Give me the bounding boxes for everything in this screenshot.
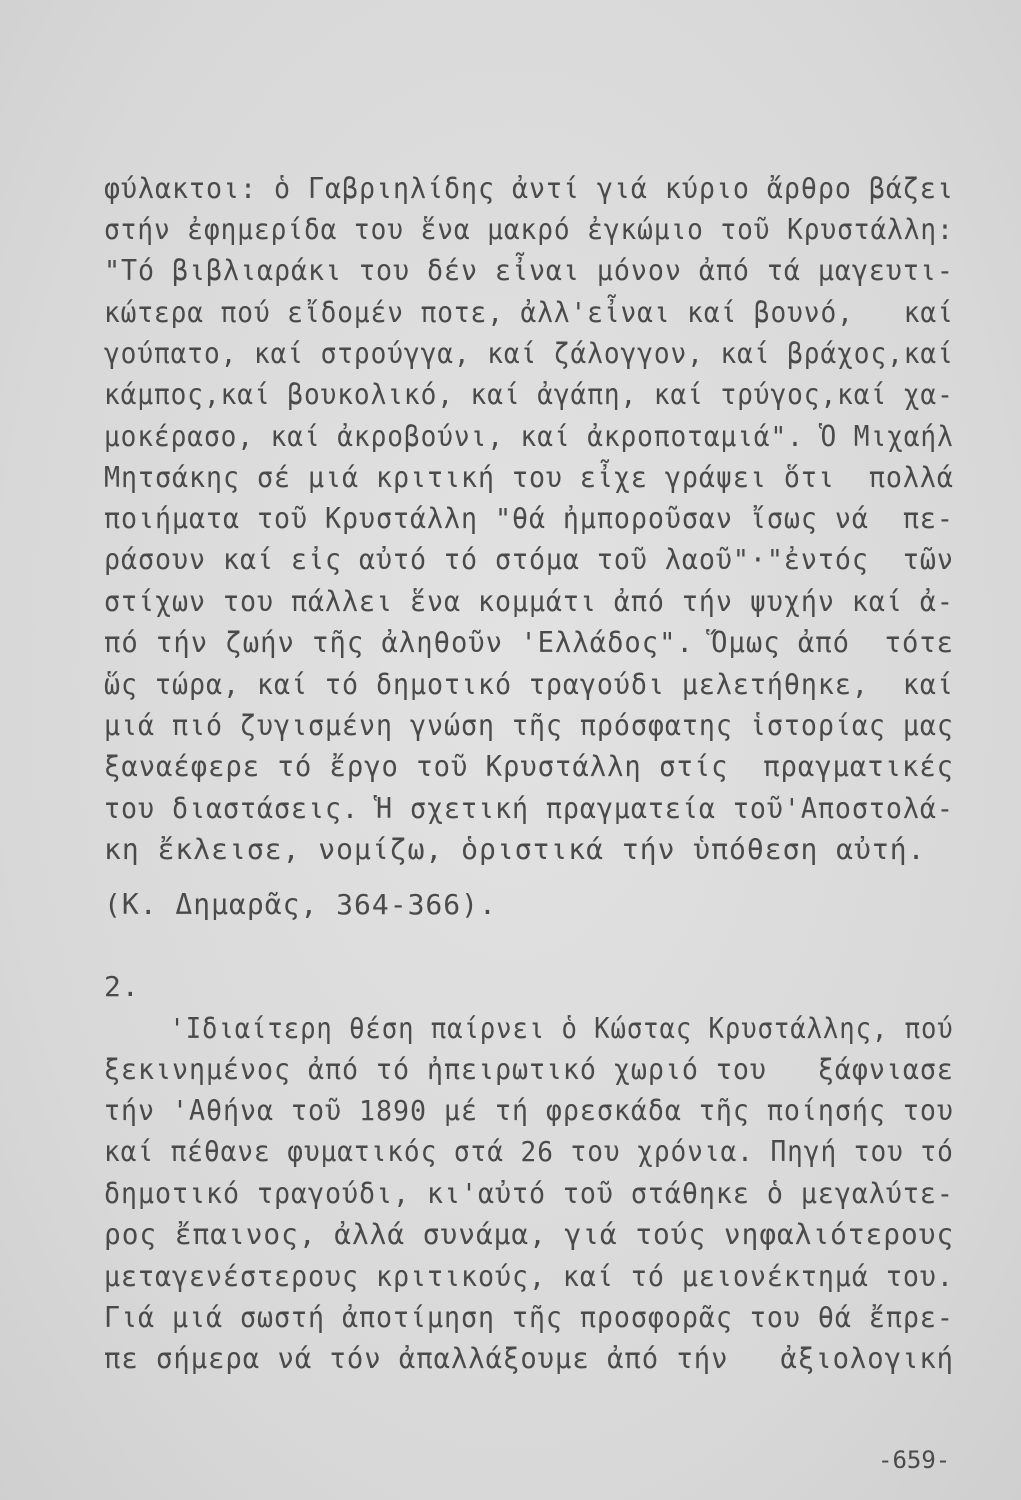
- text-line: τήν 'Αθήνα τοῦ 1890 μέ τή φρεσκάδα τῆς ποίησής του: [104, 1094, 954, 1127]
- text-line: κάμπος,καί βουκολικό, καί ἀγάπη, καί τρύγος,καί χα-: [104, 378, 954, 411]
- text-line: του διαστάσεις. Ἡ σχετική πραγματεία τοῦ'Αποστολά-: [104, 792, 954, 825]
- text-line: γούπατο, καί στρούγγα, καί ζάλογγον, καί βράχος,καί: [104, 337, 954, 370]
- text-line: Γιά μιά σωστή ἀποτίμηση τῆς προσφορᾶς του θά ἔπρε-: [104, 1301, 954, 1334]
- text-line: ράσουν καί εἰς αὐτό τό στόμα τοῦ λαοῦ"·"ἐντός τῶν: [104, 543, 954, 576]
- text-line: στίχων του πάλλει ἕνα κομμάτι ἀπό τήν ψυχήν καί ἀ-: [104, 585, 954, 618]
- text-line: 'Ιδιαίτερη θέση παίρνει ὁ Κώστας Κρυστάλλης, πού: [104, 1012, 954, 1045]
- text-line: πό τήν ζωήν τῆς ἀληθοῦν 'Ελλάδος". Ὅμως ἀπό τότε: [104, 626, 955, 659]
- text-line: "Τό βιβλιαράκι του δέν εἶναι μόνον ἀπό τά μαγευτι-: [104, 254, 954, 287]
- text-line: ξεκινημένος ἀπό τό ἠπειρωτικό χωριό του ξάφνιασε: [104, 1053, 954, 1086]
- citation: (Κ. Δημαρᾶς, 364-366).: [104, 888, 497, 921]
- page-number: -659-: [878, 1446, 951, 1474]
- text-line: Μητσάκης σέ μιά κριτική του εἶχε γράψει ὅτι πολλά: [104, 461, 954, 494]
- text-line: ὥς τώρα, καί τό δημοτικό τραγούδι μελετήθηκε, καί: [104, 668, 954, 701]
- text-line: κώτερα πού εἴδομέν ποτε, ἀλλ'εἶναι καί βουνό, καί: [104, 296, 954, 329]
- text-line: μοκέρασο, καί ἀκροβούνι, καί ἀκροποταμιά". Ὁ Μιχαήλ: [104, 420, 954, 453]
- text-line: μιά πιό ζυγισμένη γνώση τῆς πρόσφατης ἱστορίας μας: [104, 709, 954, 742]
- text-line: κη ἔκλεισε, νομίζω, ὁριστικά τήν ὑπόθεση αὐτή.: [104, 833, 926, 866]
- text-line: ρος ἔπαινος, ἀλλά συνάμα, γιά τούς νηφαλιότερους: [104, 1218, 955, 1251]
- section-number: 2.: [104, 970, 140, 1003]
- text-line: δημοτικό τραγούδι, κι'αὐτό τοῦ στάθηκε ὁ μεγαλύτε-: [104, 1177, 954, 1210]
- text-line: φύλακτοι: ὁ Γαβριηλίδης ἀντί γιά κύριο ἄρθρο βάζει: [104, 172, 954, 205]
- text-line: στήν ἐφημερίδα του ἕνα μακρό ἐγκώμιο τοῦ Κρυστάλλη:: [104, 213, 954, 246]
- text-line: ποιήματα τοῦ Κρυστάλλη "θά ἠμποροῦσαν ἴσως νά πε-: [104, 502, 954, 535]
- text-line: πε σήμερα νά τόν ἀπαλλάξουμε ἀπό τήν ἀξιολογική: [104, 1342, 955, 1375]
- text-line: καί πέθανε φυματικός στά 26 του χρόνια. Πηγή του τό: [104, 1135, 954, 1168]
- text-line: ξαναέφερε τό ἔργο τοῦ Κρυστάλλη στίς πραγματικές: [104, 750, 955, 783]
- text-line: μεταγενέστερους κριτικούς, καί τό μειονέκτημά του.: [104, 1260, 954, 1293]
